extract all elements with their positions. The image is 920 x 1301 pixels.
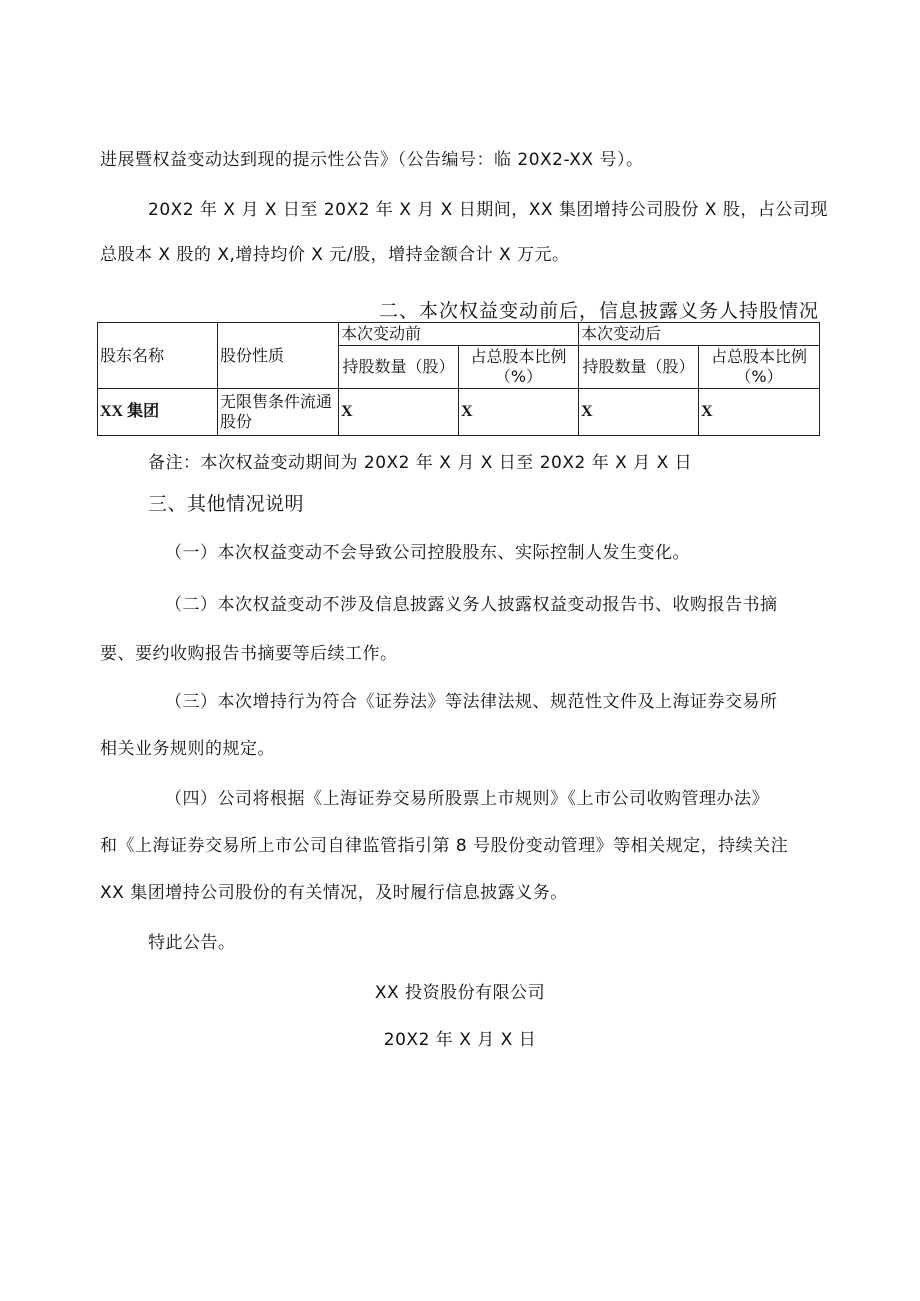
item-2-line2: 要、要约收购报告书摘要等后续工作。 — [100, 644, 398, 664]
item-4-line2: 和《上海证券交易所上市公司自律监管指引第 8 号股份变动管理》等相关规定，持续关注 — [100, 836, 789, 856]
table-row — [98, 389, 820, 436]
table-note: 备注：本次权益变动期间为 20X2 年 X 月 X 日至 20X2 年 X 月 X 日 — [148, 453, 693, 473]
closing-company: XX 投资股份有限公司 — [374, 983, 546, 1003]
paragraph-announcement-ref: 进展暨权益变动达到现的提示性公告》（公告编号：临 20X2-XX 号）。 — [100, 150, 644, 170]
header-after-change: 本次变动后 — [579, 323, 820, 346]
paragraph-increase-line1: 20X2 年 X 月 X 日至 20X2 年 X 月 X 日期间，XX 集团增持公司股份 X 股，占公司现 — [148, 200, 828, 220]
paragraph-increase-line2: 总股本 X 股的 X,增持均价 X 元/股，增持金额合计 X 万元。 — [100, 245, 570, 265]
header-before-change: 本次变动前 — [339, 323, 579, 346]
item-2-line1: （二）本次权益变动不涉及信息披露义务人披露权益变动报告书、收购报告书摘 — [165, 595, 778, 615]
header-shares-before: 持股数量（股） — [339, 346, 459, 389]
holdings-table — [97, 322, 820, 436]
item-3-line2: 相关业务规则的规定。 — [100, 739, 275, 759]
cell-share-nature: 无限售条件流通股份 — [218, 389, 339, 436]
cell-ratio-after: X — [699, 389, 820, 436]
header-shareholder: 股东名称 — [98, 323, 218, 389]
cell-shares-after: X — [579, 389, 699, 436]
item-1: （一）本次权益变动不会导致公司控股股东、实际控制人发生变化。 — [165, 543, 690, 563]
section-title-other: 三、其他情况说明 — [148, 493, 305, 515]
closing-announce: 特此公告。 — [148, 933, 236, 953]
cell-shares-before: X — [339, 389, 459, 436]
header-share-nature: 股份性质 — [218, 323, 339, 389]
item-4-line1: （四）公司将根据《上海证券交易所股票上市规则》《上市公司收购管理办法》 — [165, 789, 769, 809]
table-header-row-1 — [98, 323, 820, 346]
item-4-line3: XX 集团增持公司股份的有关情况，及时履行信息披露义务。 — [100, 883, 568, 903]
section-title-holdings: 二、本次权益变动前后，信息披露义务人持股情况 — [378, 300, 819, 322]
cell-shareholder: XX 集团 — [98, 389, 218, 436]
item-3-line1: （三）本次增持行为符合《证券法》等法律法规、规范性文件及上海证券交易所 — [165, 692, 778, 712]
closing-date: 20X2 年 X 月 X 日 — [383, 1030, 537, 1050]
header-ratio-after: 占总股本比例（%） — [699, 346, 820, 389]
cell-ratio-before: X — [459, 389, 579, 436]
header-shares-after: 持股数量（股） — [579, 346, 699, 389]
header-ratio-before: 占总股本比例（%） — [459, 346, 579, 389]
